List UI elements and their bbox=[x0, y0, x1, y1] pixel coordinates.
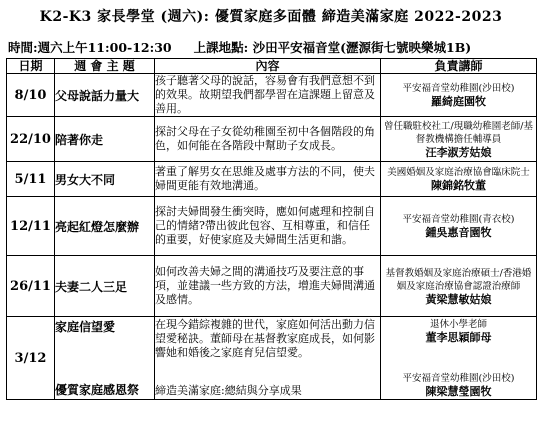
speaker-org: 平安福音堂幼稚園(青衣校) bbox=[402, 214, 515, 225]
speaker-org: 曾任職駐校社工/現職幼稚園老師/基督教機構擔任輔導員 bbox=[384, 120, 533, 145]
row-topic: 陪著你走 bbox=[55, 117, 155, 162]
row-content: 著重了解男女在思維及處事方法的不同，使夫婦間更能有效地溝通。 bbox=[155, 162, 381, 197]
table-row bbox=[7, 197, 537, 256]
header-topic: 週 會 主 題 bbox=[55, 59, 155, 74]
row-content: 探討父母在子女從幼稚園至初中各個階段的角色，如何能在各階段中幫助子女成長。 bbox=[155, 117, 381, 162]
row-topic bbox=[55, 317, 155, 400]
row-content: 孩子聽著父母的說話，容易會有我們意想不到的效果。故期望我們都學習在這課題上留意及善用。 bbox=[155, 74, 381, 117]
speaker-name: 陳錦銘牧董 bbox=[431, 179, 486, 192]
row-content: 如何改善夫婦之間的溝通技巧及要注意的事項，並建議一些方致的方法，增進夫婦間溝通及感情。 bbox=[155, 256, 381, 317]
row-speaker bbox=[381, 197, 537, 256]
row-date: 26/11 bbox=[7, 256, 55, 317]
speaker-org-secondary: 平安福音堂幼稚園(沙田校) bbox=[402, 373, 515, 384]
speaker-name: 董李思穎師母 bbox=[425, 331, 492, 344]
page-title: K2-K3 家長學堂 (週六): 優質家庭多面體 締造美滿家庭 2022-2023 bbox=[39, 9, 503, 25]
row-speaker bbox=[381, 117, 537, 162]
topic-secondary: 優質家庭感恩祭 bbox=[55, 383, 140, 397]
row-speaker bbox=[381, 256, 537, 317]
class-location: 上課地點: 沙田平安福音堂(瀝源街七號映樂城1B) bbox=[193, 40, 472, 55]
speaker-org: 平安福音堂幼稚園(沙田校) bbox=[402, 83, 515, 94]
content-primary: 在現今錯綜複雜的世代，家庭如何活出動力信望愛秘訣。董師母在基督教家庭成長，如何影響她和婚後之家庭育兒信望愛。 bbox=[155, 318, 375, 359]
speaker-name: 鍾吳惠音園牧 bbox=[425, 226, 492, 239]
row-date: 12/11 bbox=[7, 197, 55, 256]
class-info bbox=[8, 38, 538, 56]
row-topic: 夫妻二人三足 bbox=[55, 256, 155, 317]
table-row bbox=[7, 117, 537, 162]
speaker-name-secondary: 陳梁慧瑩園牧 bbox=[425, 385, 492, 398]
row-content bbox=[155, 317, 381, 400]
speaker-org: 基督教婚姻及家庭治療碩士/香港婚姻及家庭治療協會認證治療師 bbox=[385, 267, 532, 292]
table-row bbox=[7, 256, 537, 317]
speaker-org: 退休小學老師 bbox=[429, 319, 487, 330]
row-speaker bbox=[381, 162, 537, 197]
table-row bbox=[7, 317, 537, 400]
header-speaker: 負責講師 bbox=[381, 59, 537, 74]
header-date: 日期 bbox=[7, 59, 55, 74]
row-date: 5/11 bbox=[7, 162, 55, 197]
row-date: 8/10 bbox=[7, 74, 55, 117]
speaker-org: 美國婚姻及家庭治療協會臨床院士 bbox=[387, 167, 530, 178]
row-topic: 父母說話力量大 bbox=[55, 74, 155, 117]
content-secondary: 締造美滿家庭:總結與分享成果 bbox=[155, 384, 302, 397]
row-speaker bbox=[381, 74, 537, 117]
table-row bbox=[7, 74, 537, 117]
row-date: 3/12 bbox=[7, 317, 55, 400]
class-time: 時間:週六上午11:00-12:30 bbox=[8, 40, 172, 55]
speaker-name: 黃梁慧敏姑娘 bbox=[425, 292, 492, 306]
topic-primary: 家庭信望愛 bbox=[55, 320, 116, 334]
row-date: 22/10 bbox=[7, 117, 55, 162]
speaker-name: 羅綺庭園牧 bbox=[431, 95, 486, 108]
schedule-table bbox=[6, 58, 537, 400]
row-content: 探討夫婦間發生衝突時，應如何處理和控制自己的情緒?帶出彼此包容、互相尊重，和信任的重要，好使家庭及夫婦間生活更和諧。 bbox=[155, 197, 381, 256]
row-topic: 亮起紅燈怎麼辦 bbox=[55, 197, 155, 256]
row-speaker bbox=[381, 317, 537, 400]
header-content: 內容 bbox=[155, 59, 381, 74]
speaker-name: 汪李淑芳姑娘 bbox=[425, 145, 492, 159]
row-topic: 男女大不同 bbox=[55, 162, 155, 197]
table-header-row bbox=[7, 59, 537, 74]
table-row bbox=[7, 162, 537, 197]
